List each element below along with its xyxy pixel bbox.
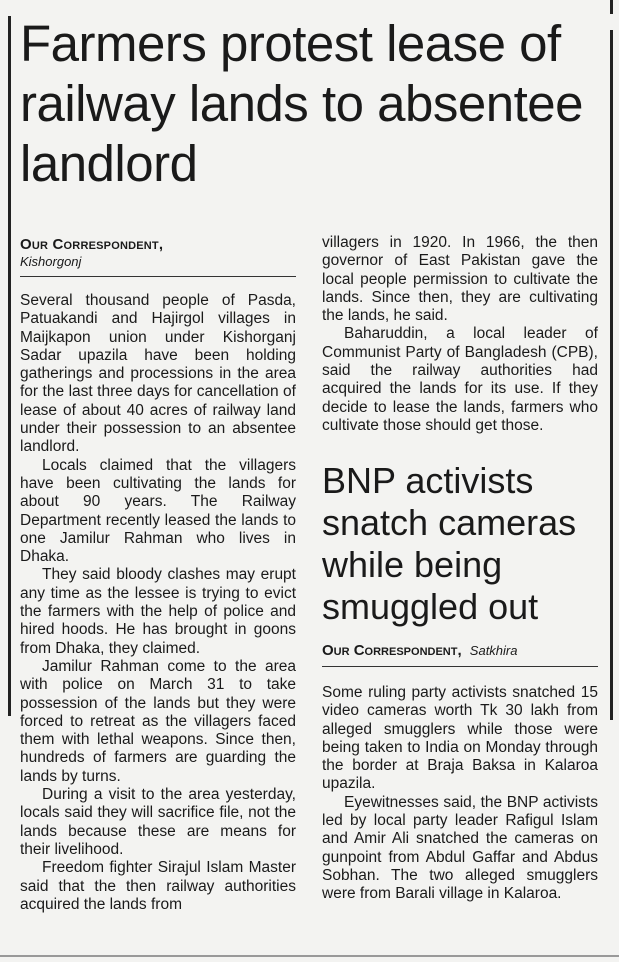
bottom-rule (0, 955, 619, 957)
article2-dateline: Satkhira (469, 643, 518, 658)
article1-column-1 (20, 292, 296, 914)
article2-body (322, 684, 598, 904)
article2-headline: BNP activists snatch cameras while being smuggled out (322, 460, 577, 627)
paragraph: Baharuddin, a local leader of Communist Party of Bangladesh (CPB), said the railway authorities had acquired the lands for its use. If they decide to lease the lands, farmers who cultivate those should get those. (322, 325, 598, 434)
paragraph: Eyewitnesses said, the BNP activists led by local party leader Rafigul Islam and Amir Ali snatched the cameras on gunpoint from Abdul Gaffar and Abdus Sobhan. The two alleged smugglers were from Barali village in Kalaroa. (322, 793, 598, 903)
article1-dateline: Kishorgonj (20, 254, 82, 269)
left-column-rule (8, 16, 11, 716)
paragraph: They said bloody clashes may erupt any time as the lessee is trying to evict the farmers with the help of police and hired hoods. He has brought in goons from Dhaka, they claimed. (20, 566, 296, 657)
article1-column-2 (322, 234, 598, 435)
paragraph: Freedom fighter Sirajul Islam Master said that the then railway authorities acquired the lands from (20, 859, 296, 913)
article2-byline: Our Correspondent, (322, 642, 462, 659)
article1-headline: Farmers protest lease of railway lands to absentee landlord (20, 15, 584, 192)
paragraph: Several thousand people of Pasda, Patuakandi and Hajirgol villages in Maijkapon union under Kishorganj Sadar upazila have been holding gatherings and processions in the area for the last three days for cancellation of lease of about 40 acres of railway land under their possession to an absentee landlord. (20, 292, 296, 456)
paragraph: Jamilur Rahman come to the area with police on March 31 to take possession of the lands but they were forced to retreat as the villagers faced them with lethal weapons. Since then, hundreds of farmers are guarding the lands by turns. (20, 657, 296, 785)
paragraph: During a visit to the area yesterday, locals said they will sacrifice file, not the lands because these are means for their livelihood. (20, 786, 296, 858)
paragraph: Some ruling party activists snatched 15 video cameras worth Tk 30 lakh from alleged smugglers while those were being taken to India on Monday through the border at Braja Baksa in Kalaroa upazila. (322, 684, 598, 793)
article2-divider (322, 666, 598, 667)
article2-byline-row (322, 642, 518, 659)
article1-byline: Our Correspondent, (20, 236, 164, 253)
article1-divider (20, 276, 296, 277)
paragraph: Locals claimed that the villagers have been cultivating the lands for about 90 years. The Railway Department recently leased the lands to one Jamilur Rahman who lives in Dhaka. (20, 456, 296, 566)
top-right-rule (610, 0, 613, 14)
paragraph: villagers in 1920. In 1966, the then governor of East Pakistan gave the local people permission to cultivate the lands. Since then, they are cultivating the lands, he said. (322, 234, 598, 325)
